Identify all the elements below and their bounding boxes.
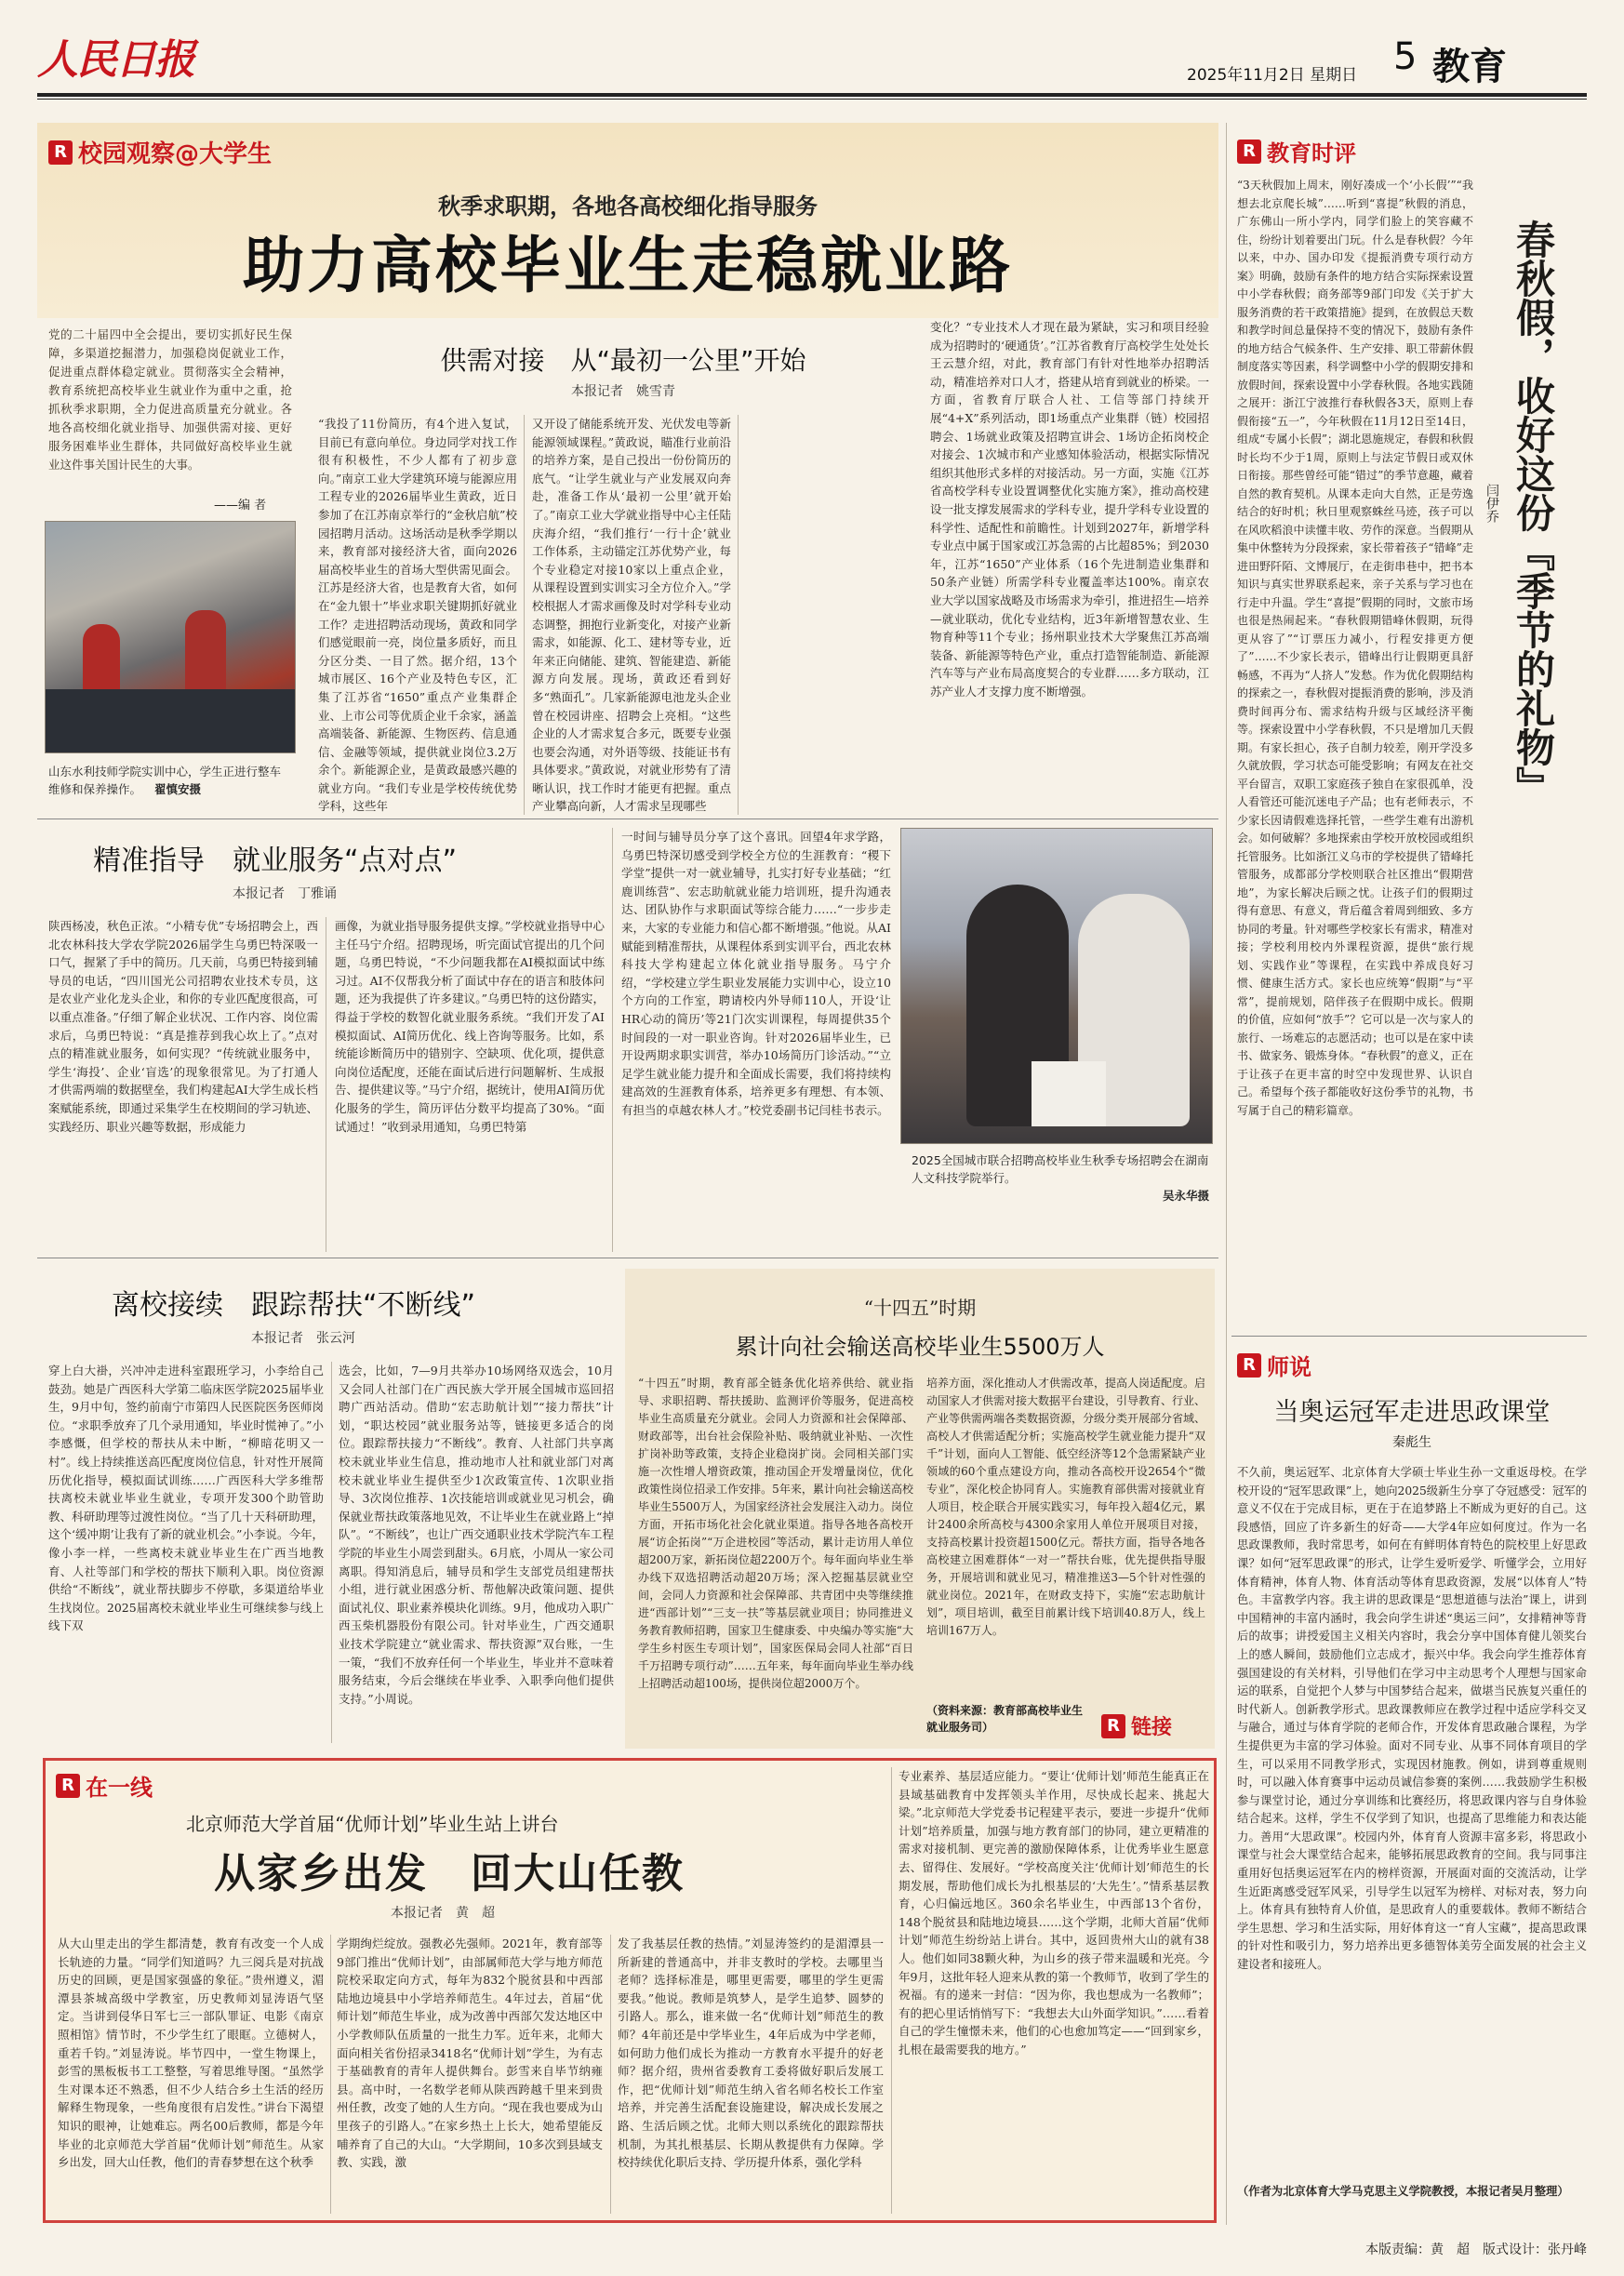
sub3-byline: 本报记者 张云河 (251, 1331, 355, 1346)
rule (331, 1362, 332, 1743)
photo-vehicle-training (45, 521, 296, 753)
commentary-author: 闫伊乔 (1484, 484, 1499, 523)
photo2-caption (912, 1151, 1209, 1205)
frontline-kicker: 北京师范大学首届“优师计划”毕业生站上讲台 (186, 1813, 559, 1835)
sub4-kicker: “十四五”时期 (863, 1297, 977, 1319)
footer-editor: 本版责编：黄 超 版式设计：张丹峰 (1365, 2243, 1587, 2257)
r-badge-icon: R (56, 1774, 80, 1798)
masthead (37, 26, 1587, 91)
masthead-rule (37, 93, 1587, 97)
sub1-title: 供需对接 从“最初一公里”开始 (440, 345, 806, 376)
sub1-byline: 本报记者 姚雪青 (571, 384, 675, 399)
tag-label: 在一线 (86, 1775, 153, 1801)
link-tag (1101, 1711, 1172, 1740)
teacher-headline: 当奥运冠军走进思政课堂 (1273, 1398, 1551, 1427)
editor-intro: 党的二十届四中全会提出，要切实抓好民生保障，多渠道挖掘潜力，加强稳岗促就业工作，促进重点群体稳定就业。贯彻落实全会精神，教育系统把高校毕业生就业作为重中之重，抢抓秋季求职期，全力促进高质量充分就业。各地各高校细化就业指导、加强供需对接、更好服务困难毕业生群体，共同做好高校毕业生就业这件事关国计民生的大事。 (48, 327, 292, 472)
teacher-author-note: （作者为北京体育大学马克思主义学院教授，本报记者吴月整理） (1237, 2184, 1569, 2198)
rule (738, 415, 739, 815)
issue-date: 2025年11月2日 星期日 (1187, 66, 1358, 85)
rule (610, 1935, 611, 2214)
r-badge-icon: R (48, 140, 73, 165)
rule (1226, 123, 1227, 2225)
divider (1231, 1336, 1587, 1337)
frontline-col1: 从大山里走出的学生都清楚，教育有改变一个人成长轨迹的力量。“同学们知道吗？九三阅兵是对抗战历史的回顾，更是国家强盛的象征。”贵州遵义，湄潭县茶城高级中学教室，历史教师刘显涛语气坚定。当讲到侵华日军七三一部队罪证、电影《南京照相馆》情节时，不少学生红了眼眶。立德树人，重若千钧。”刘显涛说。毕节四中，一堂生物课上，彭雪的黑板板书工工整整，写着思维导图。“虽然学生对课本还不熟悉，但不少人结合乡土生活的经历解释生物现象，一些角度很有启发性。”讲台下渴望知识的眼神，让她难忘。两名00后教师，都是今年毕业的北京师范大学首届“优师计划”师范生。从家乡出发，回大山任教，他们的青春梦想在这个秋季 (58, 1937, 324, 2170)
masthead-rule-thin (37, 99, 1587, 100)
main-headline: 助力高校毕业生走稳就业路 (243, 230, 1013, 301)
sub4-col1: “十四五”时期，教育部全链条优化培养供给、就业指导、求职招聘、帮扶援助、监测评价等服务，促进高校毕业生高质量充分就业。会同人力资源和社会保障部、财政部等，出台社会保险补贴、吸纳就业补贴、一次性扩岗补助等政策，支持企业稳岗扩岗。会同相关部门实施一次性增人增资政策，推动国企开发增量岗位，优化政策性岗位招录工作安排。5年来，累计向社会输送高校毕业生5500万人，为国家经济社会发展注入动力。岗位方面，开拓市场化社会化就业渠道。指导各地各高校开展“访企拓岗”“万企进校园”等活动，累计走访用人单位超200万家，新拓岗位超2200万个。每年面向毕业生举办线下双选招聘活动超20万场；深入挖掘基层就业空间，会同人力资源和社会保障部、共青团中央等继续推进“西部计划”“三支一扶”等基层就业项目；协同推进义务教育教师招聘，国家卫生健康委、中央编办等实施“大学生乡村医生专项计划”，国家医保局会同人社部“百日千万招聘专项行动”……五年来，每年面向毕业生举办线上招聘活动超100场，提供岗位超2000万个。 (638, 1377, 913, 1690)
photo2-credit: 吴永华摄 (1162, 1189, 1209, 1203)
commentary-body-tail (1237, 1332, 1238, 1333)
section-tag-campus (48, 135, 272, 169)
sub2-byline: 本报记者 丁雅诵 (233, 886, 337, 901)
rule (612, 828, 613, 1252)
sub4-title: 累计向社会输送高校毕业生5500万人 (735, 1334, 1105, 1360)
photo2-caption-text: 2025全国城市联合招聘高校毕业生秋季专场招聘会在湖南人文科技学院举行。 (912, 1153, 1209, 1185)
photo1-credit: 翟慎安摄 (154, 782, 202, 796)
photo-car-body (46, 689, 296, 753)
teacher-body: 不久前，奥运冠军、北京体育大学硕士毕业生孙一文重返母校。在学校开设的“冠军思政课”上，她向2025级新生分享了夺冠感受：冠军的意义不仅在于完成目标，更在于在追梦路上不断成为更好的自己。这段感悟，回应了许多新生的好奇——大学4年应如何度过。作为一名思政课教师，我时常思考，如何在有鲜明体育特色的院校里上好思政课？如何“冠军思政课”的形式，让学生爱听爱学、听懂学会，立用好体育精神，体育人物、体育活动等体育思政资源，发展“以体育人”特色。丰富教学内容。我主讲的思政课是“思想道德与法治”课上，讲到中国精神的丰富内涵时，我会向学生讲述“奥运三问”，女排精神等背后的故事；讲授爱国主义相关内容时，我会分享中国体育健儿领奖台上的感人瞬间，鼓励他们立志成才，振兴中华。我会向学生推荐体育强国建设的有关材料，引导他们在学习中主动思考个人理想与国家命运的联系，自觉把个人梦与中国梦结合起来，做堪当民族复兴重任的时代新人。创新教学形式。思政课教师应在教学过程中适应学科交叉与融合，通过与体育学院的老师合作，开发体育思政融合课程，为学生提供更为丰富的学习体验。面对不同专业、从事不同体育项目的学生，可以采用不同教学形式，实现因材施教。例如，讲到尊重规则时，可以融入体育赛事中运动员诚信参赛的案例……我鼓励学生积极参与课堂讨论，通过分享训练和比赛经历，将思政课内容与自身体验结合起来。这样，学生不仅学到了知识，也提高了思维能力和表达能力。善用“大思政课”。校园内外，体育育人资源丰富多彩，将思政小课堂与社会大课堂结合起来，能够拓展思政教育的空间。我与同事注重用好包括奥运冠军在内的榜样资源，开展面对面的交流活动，让学生近距离感受冠军风采，引导学生以冠军为榜样、对标对表，努力向上。体育具有独特育人价值，是思政育人的重要载体。教师不断结合学生思想、学习和生活实际，用好体育这一“育人宝藏”，提高思政课的针对性和吸引力，努力培养出更多德智体美劳全面发展的社会主义建设者和接班人。 (1237, 1466, 1587, 1972)
frontline-col4: 专业素养、基层适应能力。“要让‘优师计划’师范生能真正在县域基础教育中发挥领头羊作用，尽快成长起来、挑起大梁。”北京师范大学党委书记程建平表示，要进一步提升“优师计划”培养质量，加强与地方教育部门的协同，建立更精准的需求对接机制、更完善的激励保障体系，让优秀毕业生愿意去、留得住、发展好。“学校高度关注‘优师计划’师范生的长期发展，帮助他们成长为扎根基层的‘大先生’。”情系基层教育，心归偏远地区。360余名毕业生，中西部13个省份，148个脱贫县和陆地边境县……这个学期，北师大首届“优师计划”师范生纷纷站上讲台。其中，返回贵州大山的就有38人。他们如同38颗火种，为山乡的孩子带来温暖和光亮。今年9月，这批年轻人迎来从教的第一个教师节，收到了学生的祝福。有的递来一封信：“因为你，我也想成为一名教师”；有的把心里话悄悄写下：“我想去大山外面学知识。”……看着自己的学生憧憬未来，他们的心也愈加笃定——“回到家乡，扎根在最需要我的地方。” (899, 1769, 1209, 2056)
sub1-col2b (746, 415, 923, 815)
section-name: 教育 (1432, 46, 1507, 88)
sub2-title: 精准指导 就业服务“点对点” (93, 845, 458, 877)
frontline-headline: 从家乡出发 回大山任教 (214, 1850, 685, 1897)
tag-label: 教育时评 (1267, 140, 1356, 166)
sub2-col2: 画像，为就业指导服务提供支撑。”学校就业指导中心主任马宁介绍。招聘现场，听完面试官提出的几个问题，乌勇巴特说，“不少问题我都在AI模拟面试中练习过。AI不仅帮我分析了面试中存在的语言和肢体问题，还为我提供了许多建议。”乌勇巴特的这份踏实，得益于学校的数智化就业服务系统。“我们开发了AI模拟面试、AI简历优化、线上咨询等服务。比如，系统能诊断简历中的错别字、空缺项、优化项，提供意向岗位适配度，还能在面试后进行问题解析、生成报告、提供建议等。”马宁介绍，据统计，使用AI简历优化服务的学生，简历评估分数平均提高了30%。“面试通过！”收到录用通知，乌勇巴特第 (335, 919, 605, 1134)
newspaper-logo: 人民日报 (37, 36, 193, 84)
frontline-col2: 学期绚烂绽放。强教必先强师。2021年，教育部等9部门推出“优师计划”，由部属师范大学与地方师范院校采取定向方式，每年为832个脱贫县和中西部陆地边境县中小学培养师范生。4年过去，首届“优师计划”师范生毕业，成为改善中西部欠发达地区中小学教师队伍质量的一批生力军。近年来，北师大面向相关省份招录3418名“优师计划”学生，为有志于基础教育的青年人提供舞台。彭雪来自毕节纳雍县。高中时，一名数学老师从陕西跨越千里来到贵州任教，改变了她的人生方向。“现在我也要成为山里孩子的引路人。”在家乡热土上长大，她希望能反哺养育了自己的大山。“大学期间，10多次到县域支教、实践，激 (337, 1937, 603, 2170)
sub4-source: （资料来源：教育部高校毕业生就业服务司） (926, 1704, 1084, 1734)
link-label: 链接 (1131, 1716, 1173, 1739)
photo1-caption (48, 763, 292, 798)
rule (524, 415, 525, 815)
frontline-col3: 发了我基层任教的热情。”刘显涛签约的是湄潭县一所新建的普通高中，并非支教时的学校。去哪里当老师？选择标准是，哪里更需要，哪里的学生更需要我。”他说。教师是筑梦人，是学生追梦、圆梦的引路人。那么，谁来做一名“优师计划”师范生的教师？4年前还是中学毕业生，4年后成为中学老师，如何助力他们成长为推动一方教育水平提升的好老师？据介绍，贵州省委教育工委将做好职后发展工作，把“优师计划”师范生纳入省名师名校长工作室培养，并完善生活配套设施建设，解决成长发展之路、生活后顾之忧。北师大则以系统化的跟踪帮扶机制，为其扎根基层、长期从教提供有力保障。学校持续优化职后支持、学历提升体系，强化学科 (618, 1937, 884, 2170)
tag-label: 师说 (1267, 1354, 1311, 1380)
photo1-caption-text: 山东水利技师学院实训中心，学生正进行整车维修和保养操作。 (48, 765, 282, 796)
sub1-col1: “我投了11份简历，有4个进入复试，目前已有意向单位。身边同学对找工作很有积极性，不少人都有了初步意向。”南京工业大学建筑环境与能源应用工程专业的2026届毕业生黄政，近日参加了在江苏南京举行的“金秋启航”校园招聘月活动。这场活动是秋季学期以来，教育部对接经济大省，面向2026届高校毕业生的首场大型供需见面会。江苏是经济大省，也是教育大省，如何在“金九银十”毕业求职关键期抓好就业工作？走进招聘活动现场，黄政和同学们感觉眼前一亮，岗位量多质好，而且分区分类、一目了然。据介绍，13个城市展区、16个产业及特色专区，汇集了江苏省“1650”重点产业集群企业、上市公司等优质企业千余家，涵盖高端装备、新能源、生物医药、信息通信、金融等领域，提供就业岗位3.2万余个。新能源企业，是黄政最感兴趣的就业方向。“我们专业是学校传统优势学科，这些年 (318, 417, 517, 814)
teacher-author: 秦彪生 (1392, 1435, 1431, 1450)
frontline-byline: 本报记者 黄 超 (391, 1906, 495, 1921)
commentary-headline: 春秋假，收好这份『季节的礼物』 (1511, 220, 1556, 805)
r-badge-icon: R (1101, 1714, 1125, 1738)
r-badge-icon: R (1237, 1353, 1261, 1378)
sub4-col2: 培养方面，深化推动人才供需改革，提高人岗适配度。启动国家人才供需对接大数据平台建设，引导教育、行业、产业等供需两端各类数据资源，分级分类开展部分省域、高校人才供需适配分析；实施高校学生就业能力提升“双千”计划，面向人工智能、低空经济等12个急需紧缺产业领域的60个重点建设方向，推动各高校开设2654个“微专业”，深化校企协同育人。实施教育部供需对接就业育人项目，校企联合开展实践实习，每年投入超4亿元，累计2400余所高校与4300余家用人单位开展项目对接，支持高校累计投资超1500亿元。帮扶方面，指导各地各高校建立困难群体“一对一”帮扶台账，优先提供指导服务，开展培训和就业见习，精准推送3—5个针对性强的就业岗位。2021年，在财政支持下，实施“宏志助航计划”，项目培训，截至目前累计线下培训40.8万人，线上培训167万人。 (926, 1377, 1205, 1637)
sub1-col2: 又开设了储能系统开发、光伏发电等新能源领域课程。”黄政说，瞄准行业前沿的培养方案，是自己投出一份份简历的底气。“让学生就业与产业发展双向奔赴，准备工作从‘最初一公里’就开始了。”南京工业大学就业指导中心主任陆庆海介绍，“我们推行‘一行十企’就业工作体系，主动锚定江苏优势产业，每个专业稳定对接10家以上重点企业，从课程设置到实训实习全方位介入。”学校根据人才需求画像及时对学科专业动态调整，拥抱行业新变化，对接产业新需求，如能源、化工、建材等专业，近年来正向储能、建筑、智能建造、新能源方向发展。现场，黄政还看到好多“熟面孔”。几家新能源电池龙头企业曾在校园讲座、招聘会上亮相。“这些企业的人才需求复合多元，既要专业强也要会沟通，对外语等级、技能证书有具体要求。”黄政说，对就业形势有了清晰认识，找工作时才能更有把握。重点产业攀高向新，人才需求呈现哪些 (532, 417, 731, 814)
section-tag-frontline (56, 1769, 153, 1802)
sub3-col1: 穿上白大褂，兴冲冲走进科室跟班学习，小李给自己鼓劲。她是广西医科大学第二临床医学院2025届毕业生，9月中旬，签约前南宁市第四人民医院医务医师岗位。“求职季放弃了几个录用通知，毕业时慌神了。”小李感慨，但学校的帮扶从未中断，“柳暗花明又一村”。线上持续推送高匹配度岗位信息，针对性开展简历优化指导，模拟面试训练……广西医科大学多维帮扶离校未就业毕业生就业，专项开发300个助管助教、科研助理等过渡性岗位。“当了几十天科研助理，这个‘缓冲期’让我有了新的就业机会。”小李说。今年，像小李一样，一些离校未就业毕业生在广西当地教育、人社等部门和学校的帮扶下顺利入职。岗位资源供给“不断线”，就业帮扶脚步不停歇，多渠道给毕业生找岗位。2025届离校未就业毕业生可继续参与线上线下双 (48, 1364, 324, 1633)
sub3-title: 离校接续 跟踪帮扶“不断线” (112, 1289, 476, 1322)
main-kicker: 秋季求职期，各地各高校细化指导服务 (438, 193, 818, 220)
tag-label: 校园观察@大学生 (78, 140, 273, 168)
intro-sign: ——编 者 (214, 499, 267, 512)
page-number: 5 (1393, 35, 1418, 78)
r-badge-icon: R (1237, 140, 1261, 164)
photo-job-fair (900, 828, 1213, 1144)
sub1-col3: 变化？“专业技术人才现在最为紧缺，实习和项目经验成为招聘时的‘硬通货’。”江苏省教育厅高校学生处处长王云慧介绍，对此，教育部门有针对性地举办招聘活动，精准培养对口人才，搭建从培育到就业的桥梁。一方面，省教育厅联合人社、工信等部门持续开展“4+X”系列活动，即1场重点产业集群（链）校园招聘会、1场就业政策及招聘宣讲会、1场访企拓岗校企对接会、1次城市和产业感知体验活动，根据实际情况组织其他形式多样的对接活动。另一方面，实施《江苏省高校学科专业设置调整优化实施方案》，推动高校建设一批支撑发展需求的学科专业，提升学科专业设置的科学性、适配性和前瞻性。计划到2027年，新增学科专业点中属于国家或江苏急需的占比超85%；到2030年，江苏“1650”产业体系（16个先进制造业集群和50条产业链）所需学科专业覆盖率达100%。南京农业大学以国家战略及市场需求为牵引，推进招生—培养—就业联动，优化专业结构，近3年新增智慧农业、生物育种等11个专业；扬州职业技术大学聚焦江苏高端装备、新能源等特色产业，重点打造智能制造、新能源汽车等与产业布局高度契合的专业群……多方联动，江苏产业人才支撑力度不断增强。 (930, 320, 1209, 699)
sub2-col3: 一时间与辅导员分享了这个喜讯。回望4年求学路，乌勇巴特深切感受到学校全方位的生涯教育：“稷下学堂”提供一对一就业辅导，扎实打好专业基础；“红鹿训练营”、宏志助航就业能力培训班，提升沟通表达、团队协作与求职面试等综合能力……“一步步走来，大家的专业能力和信心都不断增强。”他说。从AI赋能到精准帮扶，从课程体系到实训平台，西北农林科技大学构建起立体化就业指导服务。马宁介绍，“学校建立学生职业发展能力实训中心，设立10个方向的工作室，聘请校内外导师110人，开设‘让HR心动的简历’等21门次实训课程，每周提供35个时间段的一对一职业咨询。针对2026届毕业生，已开设两期求职实训营，举办10场简历门诊活动。”“立足学生就业能力提升和全面成长需要，我们将持续构建高效的生涯教育体系，培养更多有理想、有本领、有担当的卓越农林人才。”校党委副书记闫桂书表示。 (621, 830, 891, 1117)
commentary-body: “3天秋假加上周末，刚好凑成一个‘小长假’”“我想去北京爬长城”……听到“喜提”秋假的消息，广东佛山一所小学内，同学们脸上的笑容藏不住，纷纷计划着要出门玩。什么是春秋假？今年以来，中办、国办印发《提振消费专项行动方案》明确，鼓励有条件的地方结合实际探索设置中小学春秋假；商务部等9部门印发《关于扩大服务消费的若干政策措施》提到，在放假总天数和教学时间总量保持不变的情况下，鼓励有条件的地方结合气候条件、生产安排、职工带薪休假制度落实等因素，科学调整中小学的假期安排和放假时间，探索设置中小学春秋假。各地实践随之展开：浙江宁波推行春秋假各3天，原则上春假衔接“五一”，今年秋假在11月12日至14日，组成“专属小长假”；湖北恩施规定，春假和秋假时长均不少于1周，原则上与法定节假日或双休日衔接。那些曾经可能“错过”的季节意趣，藏着自然的教育契机。从课本走向大自然，正是劳逸结合的好时机；秋日里观察蛛丝马迹，孩子可以在风吹稻浪中读懂丰收、劳作的深意。当假期从集中休整转为分段探索，家长带着孩子“错峰”走进田野阡陌、文博展厅，在走街串巷中，把书本知识与真实世界联系起来，亲子关系与学习也在行走中升温。学生“喜提”假期的同时，文旅市场也很是热闹起来。“春秋假期错峰休假期，玩得更从容了”“订票压力减小，行程安排更方便了”……不少家长表示，错峰出行让假期更具舒畅感，不再为“人挤人”发愁。作为优化假期结构的探索之一，春秋假对提振消费的影响，涉及消费时间再分布、需求结构升级与区域经济平衡等。探索设置中小学春秋假，不只是增加几天假期。有家长担心，孩子自制力较差，刚开学没多久就放假，学习状态可能受影响；有网友在社交平台留言，双职工家庭孩子独自在家很孤单，没人看管还可能沉迷电子产品；也有老师表示，不少家长因请假难选择托管，一些学生难有出游机会。如何破解？多地探索由学校开放校园或组织托管服务。比如浙江义乌市的学校提供了错峰托管服务，成都部分学校则联合社区推出“假期营地”，为家长解决后顾之忧。让孩子们的假期过得有意思、有意义，背后蕴含着周到细致、多方协同的考量。针对哪些学校家长有需求，精准对接；学校利用校内外课程资源，提供“旅行规划、实践作业”等课程，在实践中养成良好习惯、健康生活方式。家长也应统筹“假期”与“平常”，提前规划，陪伴孩子在假期中成长。假期的价值，应如何“放手”？它可以是一次与家人的旅行、一场难忘的志愿活动；也可以是在家中读书、做家务、锻炼身体。“春秋假”的意义，正在于让孩子在更丰富的时空中发现世界、认识自己。希望每个孩子都能收好这份季节的礼物，书写属于自己的精彩篇章。 (1237, 179, 1473, 1117)
section-tag-teacher (1237, 1349, 1311, 1381)
rule (891, 1767, 892, 2214)
sub3-col2: 选会，比如，7—9月共举办10场网络双选会，10月又会同人社部门在广西民族大学开展全国城市巡回招聘广西站活动。借助“宏志助航计划”“接力帮扶”计划，“职达校园”就业服务站等，链接更多适合的岗位。跟踪帮扶接力“不断线”。教育、人社部门共享离校未就业毕业生信息，推动地市人社和就业部门对离校未就业毕业生提供至少1次政策宣传、1次职业指导、3次岗位推荐、1次技能培训或就业见习机会，确保就业帮扶政策落地见效，不让毕业生在就业路上“掉队”。“不断线”，也让广西交通职业技术学院汽车工程学院的毕业生小周尝到甜头。6月底，小周从一家公司离职。得知消息后，辅导员和学生支部党员组建帮扶小组，进行就业困惑分析、帮他解决政策问题、提供面试礼仪、职业素养模块化训练。9月，他成功入职广西玉柴机器股份有限公司。针对毕业生，广西交通职业技术学院建立“就业需求、帮扶资源”双台账，一生一策，“我们不放弃任何一个毕业生，毕业并不意味着服务结束，今后会继续在毕业季、入职季向他们提供支持。”小周说。 (339, 1364, 614, 1706)
sub2-col1: 陕西杨凌，秋色正浓。“小精专优”专场招聘会上，西北农林科技大学农学院2026届学生乌勇巴特深吸一口气，握紧了手中的简历。几天前，乌勇巴特接到辅导员的电话，“四川国光公司招聘农业技术专员，这是农业产业化龙头企业，和你的专业匹配度很高，可以重点准备。”仔细了解企业状况、工作内容、岗位需求后，乌勇巴特说：“真是推荐到我心坎上了。”点对点的精准就业服务，如何实现？“传统就业服务中，学生‘海投’、企业‘盲选’的现象很常见。为了打通人才供需两端的数据壁垒，我们构建起AI大学生成长档案赋能系统，即通过采集学生在校期间的学习轨迹、实践经历、职业兴趣等数据，形成能力 (48, 919, 318, 1134)
photo-document (1032, 1061, 1106, 1126)
section-tag-commentary (1237, 135, 1356, 167)
rule (330, 1935, 331, 2214)
